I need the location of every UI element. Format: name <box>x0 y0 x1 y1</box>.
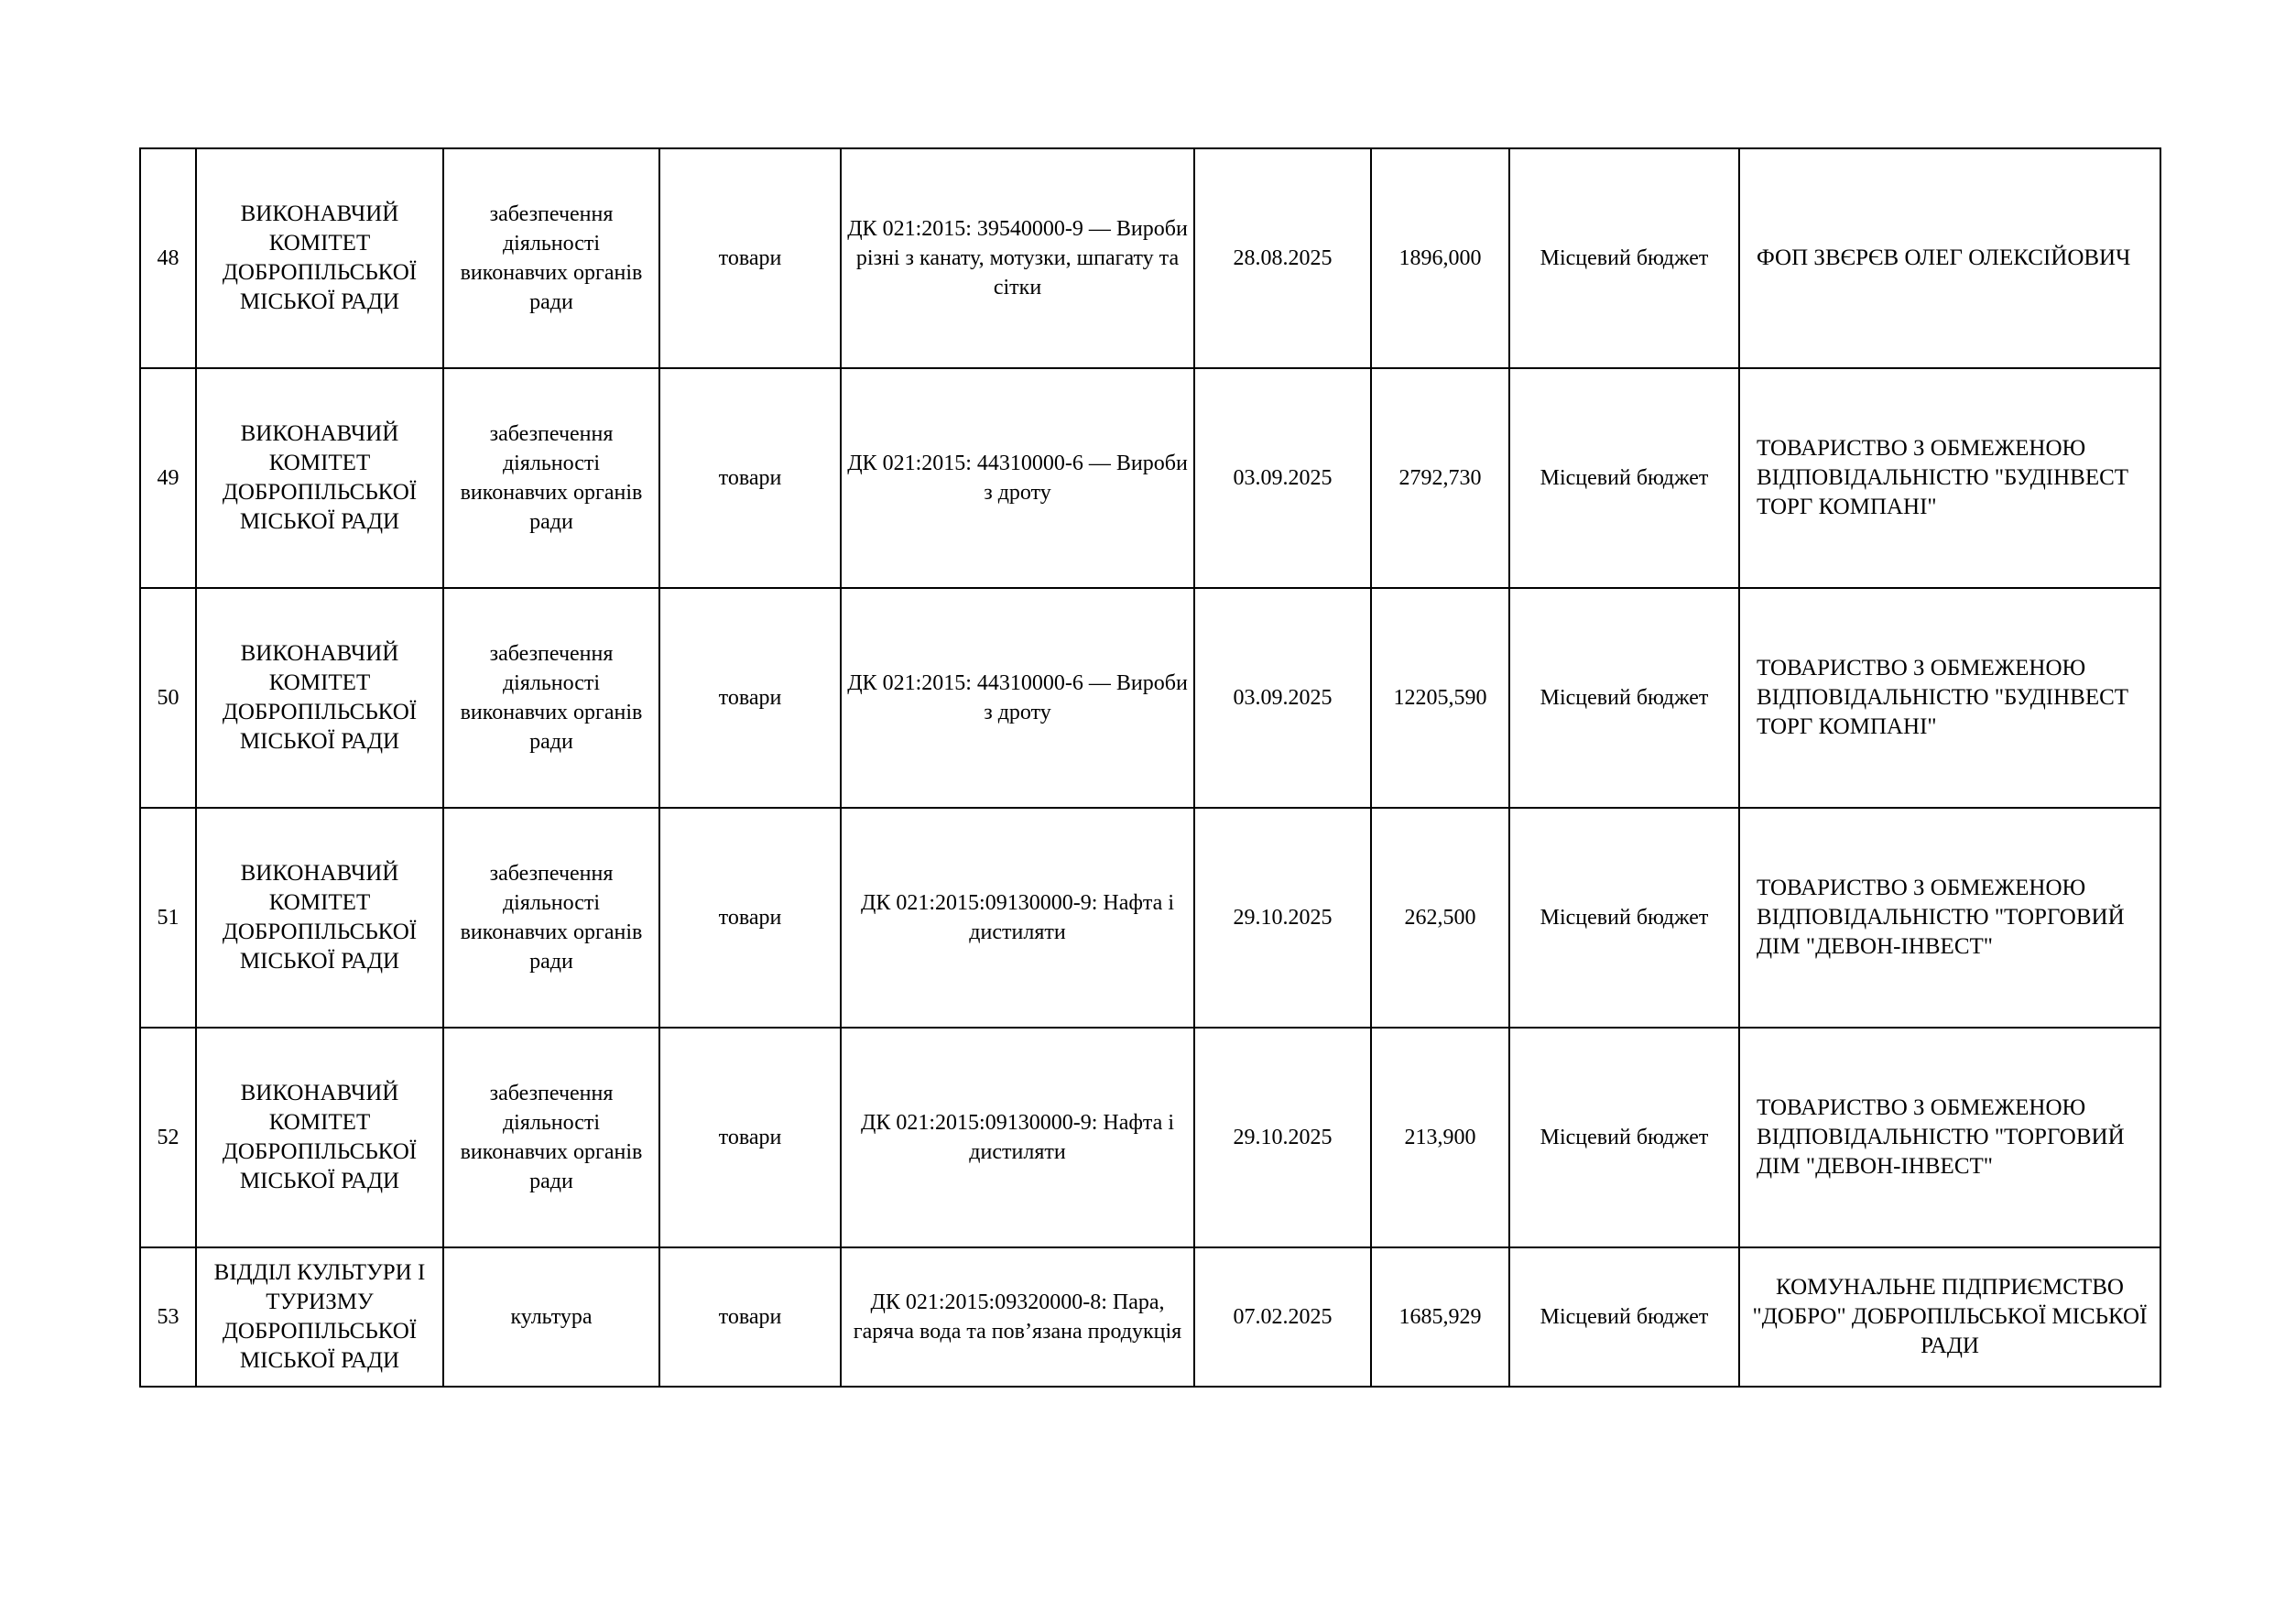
table-row <box>140 588 2160 808</box>
type-cell: товари <box>659 588 841 808</box>
source-cell: Місцевий бюджет <box>1509 1247 1739 1387</box>
code-cell: ДК 021:2015: 39540000-9 — Вироби різні з канату, мотузки, шпагату та сітки <box>841 148 1194 368</box>
date-cell: 07.02.2025 <box>1194 1247 1371 1387</box>
code-cell: ДК 021:2015:09130000-9: Нафта і дистиляти <box>841 1028 1194 1247</box>
purpose-cell: забезпечення діяльності виконавчих органів ради <box>443 368 659 588</box>
table-row <box>140 808 2160 1028</box>
code-cell: ДК 021:2015:09130000-9: Нафта і дистиляти <box>841 808 1194 1028</box>
customer-cell: ВИКОНАВЧИЙ КОМІТЕТ ДОБРОПІЛЬСЬКОЇ МІСЬКОЇ РАДИ <box>196 368 443 588</box>
customer-cell: ВИКОНАВЧИЙ КОМІТЕТ ДОБРОПІЛЬСЬКОЇ МІСЬКОЇ РАДИ <box>196 148 443 368</box>
customer-cell: ВІДДІЛ КУЛЬТУРИ І ТУРИЗМУ ДОБРОПІЛЬСЬКОЇ МІСЬКОЇ РАДИ <box>196 1247 443 1387</box>
source-cell: Місцевий бюджет <box>1509 148 1739 368</box>
source-cell: Місцевий бюджет <box>1509 808 1739 1028</box>
row-number: 50 <box>140 588 196 808</box>
procurement-table <box>139 147 2161 1388</box>
code-cell: ДК 021:2015:09320000-8: Пара, гаряча вода та пов’язана продукція <box>841 1247 1194 1387</box>
customer-cell: ВИКОНАВЧИЙ КОМІТЕТ ДОБРОПІЛЬСЬКОЇ МІСЬКОЇ РАДИ <box>196 808 443 1028</box>
supplier-cell: ФОП ЗВЄРЄВ ОЛЕГ ОЛЕКСІЙОВИЧ <box>1739 148 2160 368</box>
date-cell: 03.09.2025 <box>1194 368 1371 588</box>
supplier-cell: КОМУНАЛЬНЕ ПІДПРИЄМСТВО "ДОБРО" ДОБРОПІЛЬСЬКОЇ МІСЬКОЇ РАДИ <box>1739 1247 2160 1387</box>
row-number: 53 <box>140 1247 196 1387</box>
supplier-cell: ТОВАРИСТВО З ОБМЕЖЕНОЮ ВІДПОВІДАЛЬНІСТЮ "БУДІНВЕСТ ТОРГ КОМПАНІ" <box>1739 588 2160 808</box>
table-row <box>140 368 2160 588</box>
row-number: 49 <box>140 368 196 588</box>
purpose-cell: забезпечення діяльності виконавчих органів ради <box>443 148 659 368</box>
customer-cell: ВИКОНАВЧИЙ КОМІТЕТ ДОБРОПІЛЬСЬКОЇ МІСЬКОЇ РАДИ <box>196 1028 443 1247</box>
amount-cell: 2792,730 <box>1371 368 1509 588</box>
amount-cell: 213,900 <box>1371 1028 1509 1247</box>
code-cell: ДК 021:2015: 44310000-6 — Вироби з дроту <box>841 368 1194 588</box>
table-row <box>140 148 2160 368</box>
date-cell: 28.08.2025 <box>1194 148 1371 368</box>
source-cell: Місцевий бюджет <box>1509 588 1739 808</box>
date-cell: 03.09.2025 <box>1194 588 1371 808</box>
type-cell: товари <box>659 368 841 588</box>
type-cell: товари <box>659 148 841 368</box>
supplier-cell: ТОВАРИСТВО З ОБМЕЖЕНОЮ ВІДПОВІДАЛЬНІСТЮ "БУДІНВЕСТ ТОРГ КОМПАНІ" <box>1739 368 2160 588</box>
row-number: 52 <box>140 1028 196 1247</box>
supplier-cell: ТОВАРИСТВО З ОБМЕЖЕНОЮ ВІДПОВІДАЛЬНІСТЮ "ТОРГОВИЙ ДІМ "ДЕВОН-ІНВЕСТ" <box>1739 1028 2160 1247</box>
source-cell: Місцевий бюджет <box>1509 368 1739 588</box>
customer-cell: ВИКОНАВЧИЙ КОМІТЕТ ДОБРОПІЛЬСЬКОЇ МІСЬКОЇ РАДИ <box>196 588 443 808</box>
table-row <box>140 1028 2160 1247</box>
supplier-cell: ТОВАРИСТВО З ОБМЕЖЕНОЮ ВІДПОВІДАЛЬНІСТЮ "ТОРГОВИЙ ДІМ "ДЕВОН-ІНВЕСТ" <box>1739 808 2160 1028</box>
row-number: 48 <box>140 148 196 368</box>
purpose-cell: культура <box>443 1247 659 1387</box>
purpose-cell: забезпечення діяльності виконавчих органів ради <box>443 588 659 808</box>
amount-cell: 1685,929 <box>1371 1247 1509 1387</box>
amount-cell: 12205,590 <box>1371 588 1509 808</box>
purpose-cell: забезпечення діяльності виконавчих органів ради <box>443 808 659 1028</box>
type-cell: товари <box>659 808 841 1028</box>
date-cell: 29.10.2025 <box>1194 1028 1371 1247</box>
date-cell: 29.10.2025 <box>1194 808 1371 1028</box>
amount-cell: 262,500 <box>1371 808 1509 1028</box>
table-row <box>140 1247 2160 1387</box>
type-cell: товари <box>659 1247 841 1387</box>
amount-cell: 1896,000 <box>1371 148 1509 368</box>
row-number: 51 <box>140 808 196 1028</box>
purpose-cell: забезпечення діяльності виконавчих органів ради <box>443 1028 659 1247</box>
source-cell: Місцевий бюджет <box>1509 1028 1739 1247</box>
code-cell: ДК 021:2015: 44310000-6 — Вироби з дроту <box>841 588 1194 808</box>
type-cell: товари <box>659 1028 841 1247</box>
